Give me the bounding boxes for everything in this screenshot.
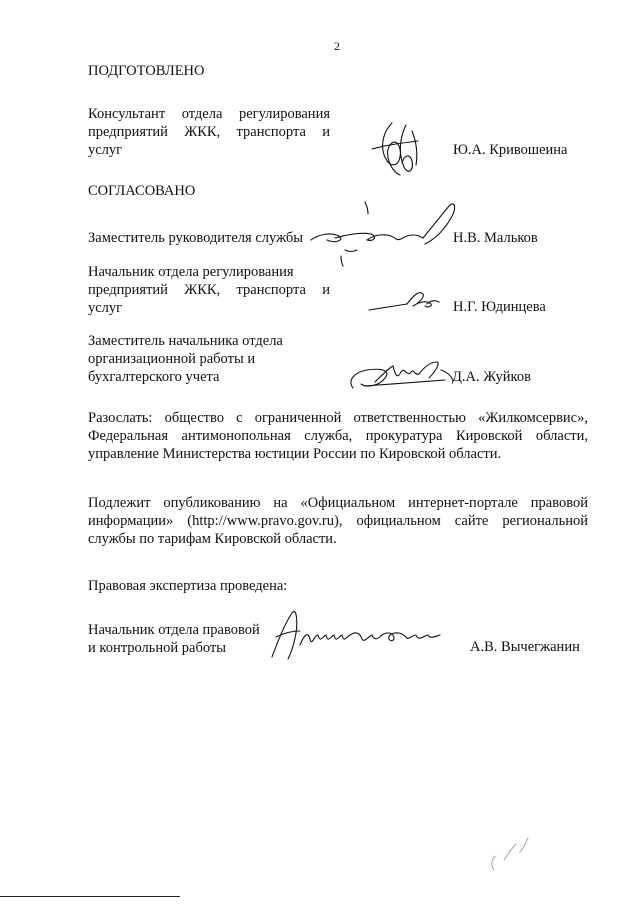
distribution-line: управление Министерства юстиции России по Кировской области.: [88, 446, 502, 462]
approved-signer-2-name: Н.Г. Юдинцева: [453, 299, 546, 315]
publication-block: [88, 494, 588, 548]
position-line: Начальник отдела правовой: [88, 622, 260, 638]
signature-vychegzhanin: [262, 605, 462, 665]
position-line: и контрольной работы: [88, 640, 226, 656]
position-line: услуг: [88, 300, 123, 316]
legal-review-signer-name: А.В. Вычегжанин: [470, 639, 580, 655]
position-line: Консультант отдела регулирования: [88, 106, 330, 122]
position-line: организационной работы и: [88, 351, 256, 367]
signature-yudintseva: [367, 282, 447, 322]
distribution-line: Федеральная антимонопольная служба, прокуратура Кировской области,: [88, 428, 588, 444]
legal-review-position: [88, 621, 260, 657]
footnote-rule: [0, 896, 180, 897]
position-line: Заместитель начальника отдела: [88, 333, 283, 349]
faint-mark: [482, 830, 542, 880]
approved-signer-2-position: [88, 263, 330, 317]
distribution-line: Разослать: общество с ограниченной ответственностью «Жилкомсервис»,: [88, 410, 588, 426]
page-number: 2: [334, 39, 340, 53]
publication-line: службы по тарифам Кировской области.: [88, 531, 337, 547]
signature-zhuikov: [345, 352, 465, 397]
publication-line: Подлежит опубликованию на «Официальном интернет-портале правовой: [88, 495, 588, 511]
approved-signer-3-name: Д.А. Жуйков: [452, 369, 531, 385]
approved-signer-1-position: [88, 229, 303, 247]
distribution-block: [88, 409, 588, 463]
position-line: Заместитель руководителя службы: [88, 230, 304, 246]
prepared-position: [88, 105, 330, 159]
prepared-signer-name: Ю.А. Кривошеина: [453, 142, 568, 158]
approved-signer-3-position: [88, 332, 283, 386]
approved-signer-1-name: Н.В. Мальков: [453, 230, 538, 246]
signature-malkov: [305, 198, 465, 268]
position-line: услуг: [88, 142, 123, 158]
position-line: предприятий ЖКК, транспорта и: [88, 124, 330, 140]
position-line: Начальник отдела регулирования: [88, 264, 294, 280]
publication-line: информации» (http://www.pravo.gov.ru), официальном сайте региональной: [88, 513, 588, 529]
signature-kryvosheina: [360, 115, 430, 185]
approved-heading: СОГЛАСОВАНО: [88, 183, 196, 199]
legal-review-statement: Правовая экспертиза проведена:: [88, 578, 288, 594]
position-line: предприятий ЖКК, транспорта и: [88, 282, 330, 298]
prepared-heading: ПОДГОТОВЛЕНО: [88, 63, 205, 79]
position-line: бухгалтерского учета: [88, 369, 220, 385]
